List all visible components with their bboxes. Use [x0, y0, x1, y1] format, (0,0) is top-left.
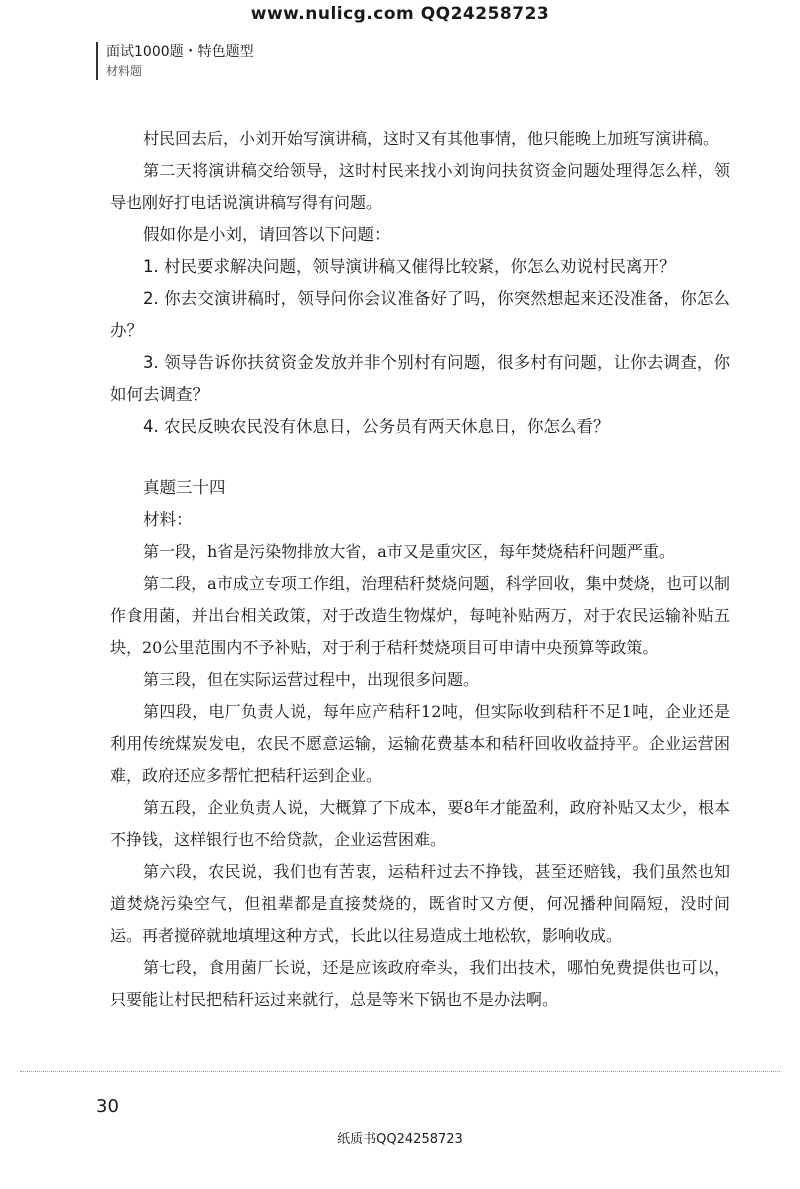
- material-paragraph: 第七段，食用菌厂长说，还是应该政府牵头，我们出技术，哪怕免费提供也可以，只要能让村民把秸秆运过来就行，总是等米下锅也不是办法啊。: [110, 958, 730, 1009]
- material-paragraph: 第五段，企业负责人说，大概算了下成本，要8年才能盈利，政府补贴又太少，根本不挣钱，这样银行也不给贷款，企业运营困难。: [110, 798, 730, 849]
- question-prompt: 假如你是小刘，请回答以下问题：: [143, 225, 391, 244]
- bottom-watermark: 纸质书QQ24258723: [337, 1132, 463, 1147]
- question-item: 1. 村民要求解决问题，领导演讲稿又催得比较紧，你怎么劝说村民离开？: [143, 257, 676, 276]
- material-paragraph: 第六段，农民说，我们也有苦衷，运秸秆过去不挣钱，甚至还赔钱，我们虽然也知道焚烧污染空气，但祖辈都是直接焚烧的，既省时又方便，何况播种间隔短，没时间运。再者搅碎就地填埋这种方式，长此以往易造成土地松软，影响收成。: [110, 862, 730, 945]
- material-paragraph: 第一段，h省是污染物排放大省，a市又是重灾区，每年焚烧秸秆问题严重。: [143, 542, 675, 561]
- material-paragraph: 第四段，电厂负责人说，每年应产秸秆12吨，但实际收到秸秆不足1吨，企业还是利用传统煤炭发电，农民不愿意运输，运输花费基本和秸秆回收收益持平。企业运营困难，政府还应多帮忙把秸秆运到企业。: [110, 702, 730, 785]
- chapter-label: 材料题: [106, 64, 143, 78]
- question-item: 3. 领导告诉你扶贫资金发放并非个别村有问题，很多村有问题，让你去调查，你如何去调查？: [110, 353, 730, 404]
- scan-divider: [20, 1071, 780, 1072]
- question-item: 2. 你去交演讲稿时，领导问你会议准备好了吗，你突然想起来还没准备，你怎么办？: [110, 289, 730, 340]
- question-item: 4. 农民反映农民没有休息日，公务员有两天休息日，你怎么看？: [143, 417, 610, 436]
- page-number: 30: [96, 1096, 119, 1117]
- top-watermark: www.nulicg.com QQ24258723: [250, 4, 550, 24]
- page-content: [110, 123, 730, 1016]
- running-header: [96, 42, 254, 80]
- book-title: 面试1000题・特色题型: [106, 44, 254, 60]
- paragraph: 第二天将演讲稿交给领导，这时村民来找小刘询问扶贫资金问题处理得怎么样，领导也刚好打电话说演讲稿写得有问题。: [110, 161, 730, 212]
- material-paragraph: 第三段，但在实际运营过程中，出现很多问题。: [143, 670, 480, 689]
- paragraph: 村民回去后，小刘开始写演讲稿，这时又有其他事情，他只能晚上加班写演讲稿。: [143, 129, 720, 148]
- section-title: 真题三十四: [143, 478, 226, 497]
- material-label: 材料：: [143, 510, 193, 529]
- material-paragraph: 第二段，a市成立专项工作组，治理秸秆焚烧问题，科学回收，集中焚烧，也可以制作食用菌，并出台相关政策，对于改造生物煤炉，每吨补贴两万，对于农民运输补贴五块，20公里范围内不予补贴，对于利于秸秆焚烧项目可申请中央预算等政策。: [110, 574, 730, 657]
